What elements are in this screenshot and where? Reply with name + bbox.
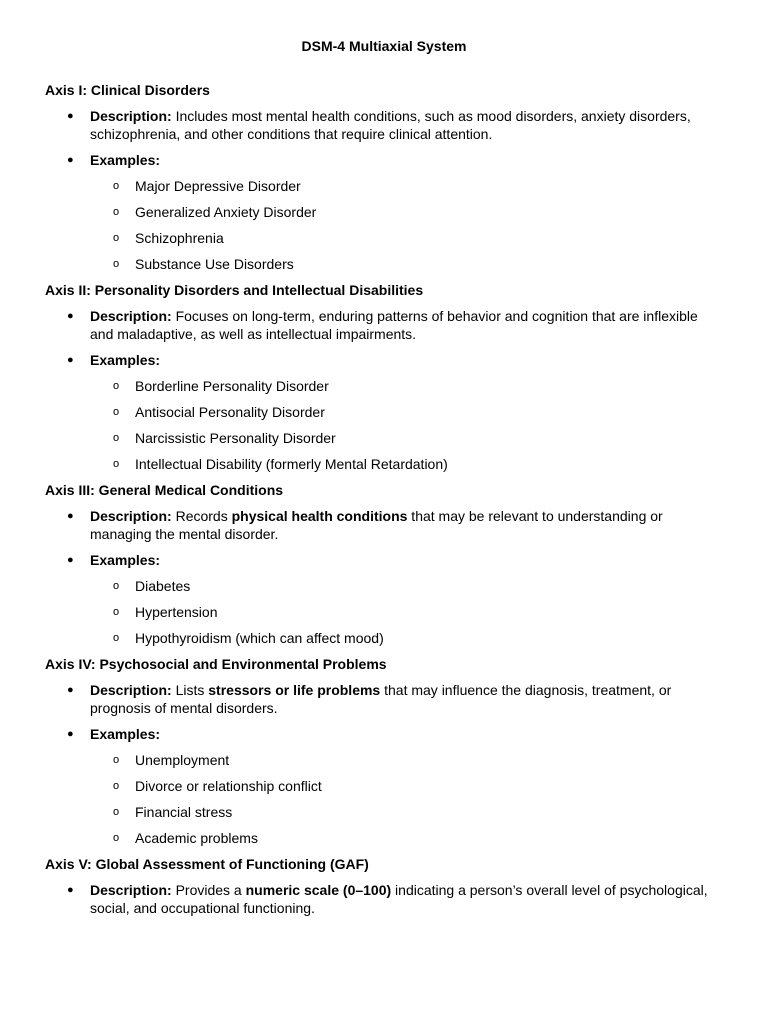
example-text: Narcissistic Personality Disorder xyxy=(135,430,336,446)
circle-bullet-icon: o xyxy=(113,180,120,192)
axis-heading: Axis III: General Medical Conditions xyxy=(45,482,284,498)
circle-bullet-icon: o xyxy=(113,632,120,644)
example-item xyxy=(45,429,768,447)
bullet-icon: ● xyxy=(67,110,74,122)
example-text: Hypothyroidism (which can affect mood) xyxy=(135,630,384,646)
examples-label: Examples: xyxy=(90,352,161,368)
description-text: Records xyxy=(175,508,232,524)
example-item xyxy=(45,777,768,795)
bullet-icon: ● xyxy=(67,510,74,522)
axis-section xyxy=(45,81,768,273)
document-title: DSM-4 Multiaxial System xyxy=(301,38,467,54)
circle-bullet-icon: o xyxy=(113,606,120,618)
circle-bullet-icon: o xyxy=(113,806,120,818)
examples-item xyxy=(45,725,722,743)
axis-section xyxy=(45,481,768,647)
description-item xyxy=(45,881,722,917)
examples-label: Examples: xyxy=(90,552,161,568)
example-text: Schizophrenia xyxy=(135,230,224,246)
example-item xyxy=(45,629,768,647)
bullet-icon: ● xyxy=(67,354,74,366)
bullet-icon: ● xyxy=(67,554,74,566)
axis-heading: Axis I: Clinical Disorders xyxy=(45,82,210,98)
example-item xyxy=(45,829,768,847)
description-emphasis: numeric scale (0–100) xyxy=(245,882,392,898)
bullet-icon: ● xyxy=(67,310,74,322)
description-text: Provides a xyxy=(175,882,246,898)
example-item xyxy=(45,203,768,221)
circle-bullet-icon: o xyxy=(113,580,120,592)
description-item xyxy=(45,107,722,143)
description-text: Lists xyxy=(175,682,209,698)
examples-item xyxy=(45,551,722,569)
axes-list xyxy=(45,81,768,917)
description-label: Description: xyxy=(90,508,172,524)
example-text: Antisocial Personality Disorder xyxy=(135,404,325,420)
description-emphasis: stressors or life problems xyxy=(208,682,381,698)
circle-bullet-icon: o xyxy=(113,406,120,418)
examples-item xyxy=(45,351,722,369)
axis-section xyxy=(45,655,768,847)
example-item xyxy=(45,455,768,473)
example-item xyxy=(45,577,768,595)
description-text: Focuses on long-term, enduring patterns of behavior and cognition that are inflexible and maladaptive, as well as intellectual impairments. xyxy=(90,308,698,342)
bullet-icon: ● xyxy=(67,154,74,166)
example-text: Unemployment xyxy=(135,752,230,768)
description-emphasis: physical health conditions xyxy=(231,508,408,524)
axis-section xyxy=(45,281,768,473)
description-text: that may influence the diagnosis, treatment, or prognosis of mental disorders. xyxy=(90,682,672,716)
axis-heading: Axis V: Global Assessment of Functioning (GAF) xyxy=(45,856,369,872)
axis-heading: Axis II: Personality Disorders and Intellectual Disabilities xyxy=(45,282,424,298)
bullet-icon: ● xyxy=(67,684,74,696)
description-item xyxy=(45,307,722,343)
examples-item xyxy=(45,151,722,169)
circle-bullet-icon: o xyxy=(113,380,120,392)
circle-bullet-icon: o xyxy=(113,206,120,218)
description-item xyxy=(45,681,722,717)
example-text: Hypertension xyxy=(135,604,218,620)
description-text: Includes most mental health conditions, such as mood disorders, anxiety disorders, schizophrenia, and other conditions that require clinical attention. xyxy=(90,108,691,142)
examples-label: Examples: xyxy=(90,726,161,742)
example-text: Financial stress xyxy=(135,804,233,820)
axis-heading: Axis IV: Psychosocial and Environmental Problems xyxy=(45,656,387,672)
description-item xyxy=(45,507,722,543)
example-text: Major Depressive Disorder xyxy=(135,178,301,194)
example-item xyxy=(45,751,768,769)
example-text: Borderline Personality Disorder xyxy=(135,378,329,394)
example-item xyxy=(45,403,768,421)
description-label: Description: xyxy=(90,882,172,898)
example-item xyxy=(45,803,768,821)
circle-bullet-icon: o xyxy=(113,832,120,844)
example-text: Academic problems xyxy=(135,830,258,846)
example-text: Intellectual Disability (formerly Mental Retardation) xyxy=(135,456,448,472)
circle-bullet-icon: o xyxy=(113,432,120,444)
examples-label: Examples: xyxy=(90,152,161,168)
example-item xyxy=(45,377,768,395)
circle-bullet-icon: o xyxy=(113,258,120,270)
example-item xyxy=(45,177,768,195)
description-label: Description: xyxy=(90,682,172,698)
description-label: Description: xyxy=(90,108,172,124)
circle-bullet-icon: o xyxy=(113,232,120,244)
description-text: indicating a person’s overall level of psychological, social, and occupational functioning. xyxy=(90,882,708,916)
axis-section xyxy=(45,855,768,917)
example-item xyxy=(45,255,768,273)
example-text: Substance Use Disorders xyxy=(135,256,294,272)
description-text: that may be relevant to understanding or managing the mental disorder. xyxy=(90,508,663,542)
example-text: Diabetes xyxy=(135,578,191,594)
example-item xyxy=(45,229,768,247)
bullet-icon: ● xyxy=(67,884,74,896)
circle-bullet-icon: o xyxy=(113,754,120,766)
example-item xyxy=(45,603,768,621)
example-text: Divorce or relationship conflict xyxy=(135,778,322,794)
bullet-icon: ● xyxy=(67,728,74,740)
description-label: Description: xyxy=(90,308,172,324)
circle-bullet-icon: o xyxy=(113,458,120,470)
example-text: Generalized Anxiety Disorder xyxy=(135,204,317,220)
circle-bullet-icon: o xyxy=(113,780,120,792)
